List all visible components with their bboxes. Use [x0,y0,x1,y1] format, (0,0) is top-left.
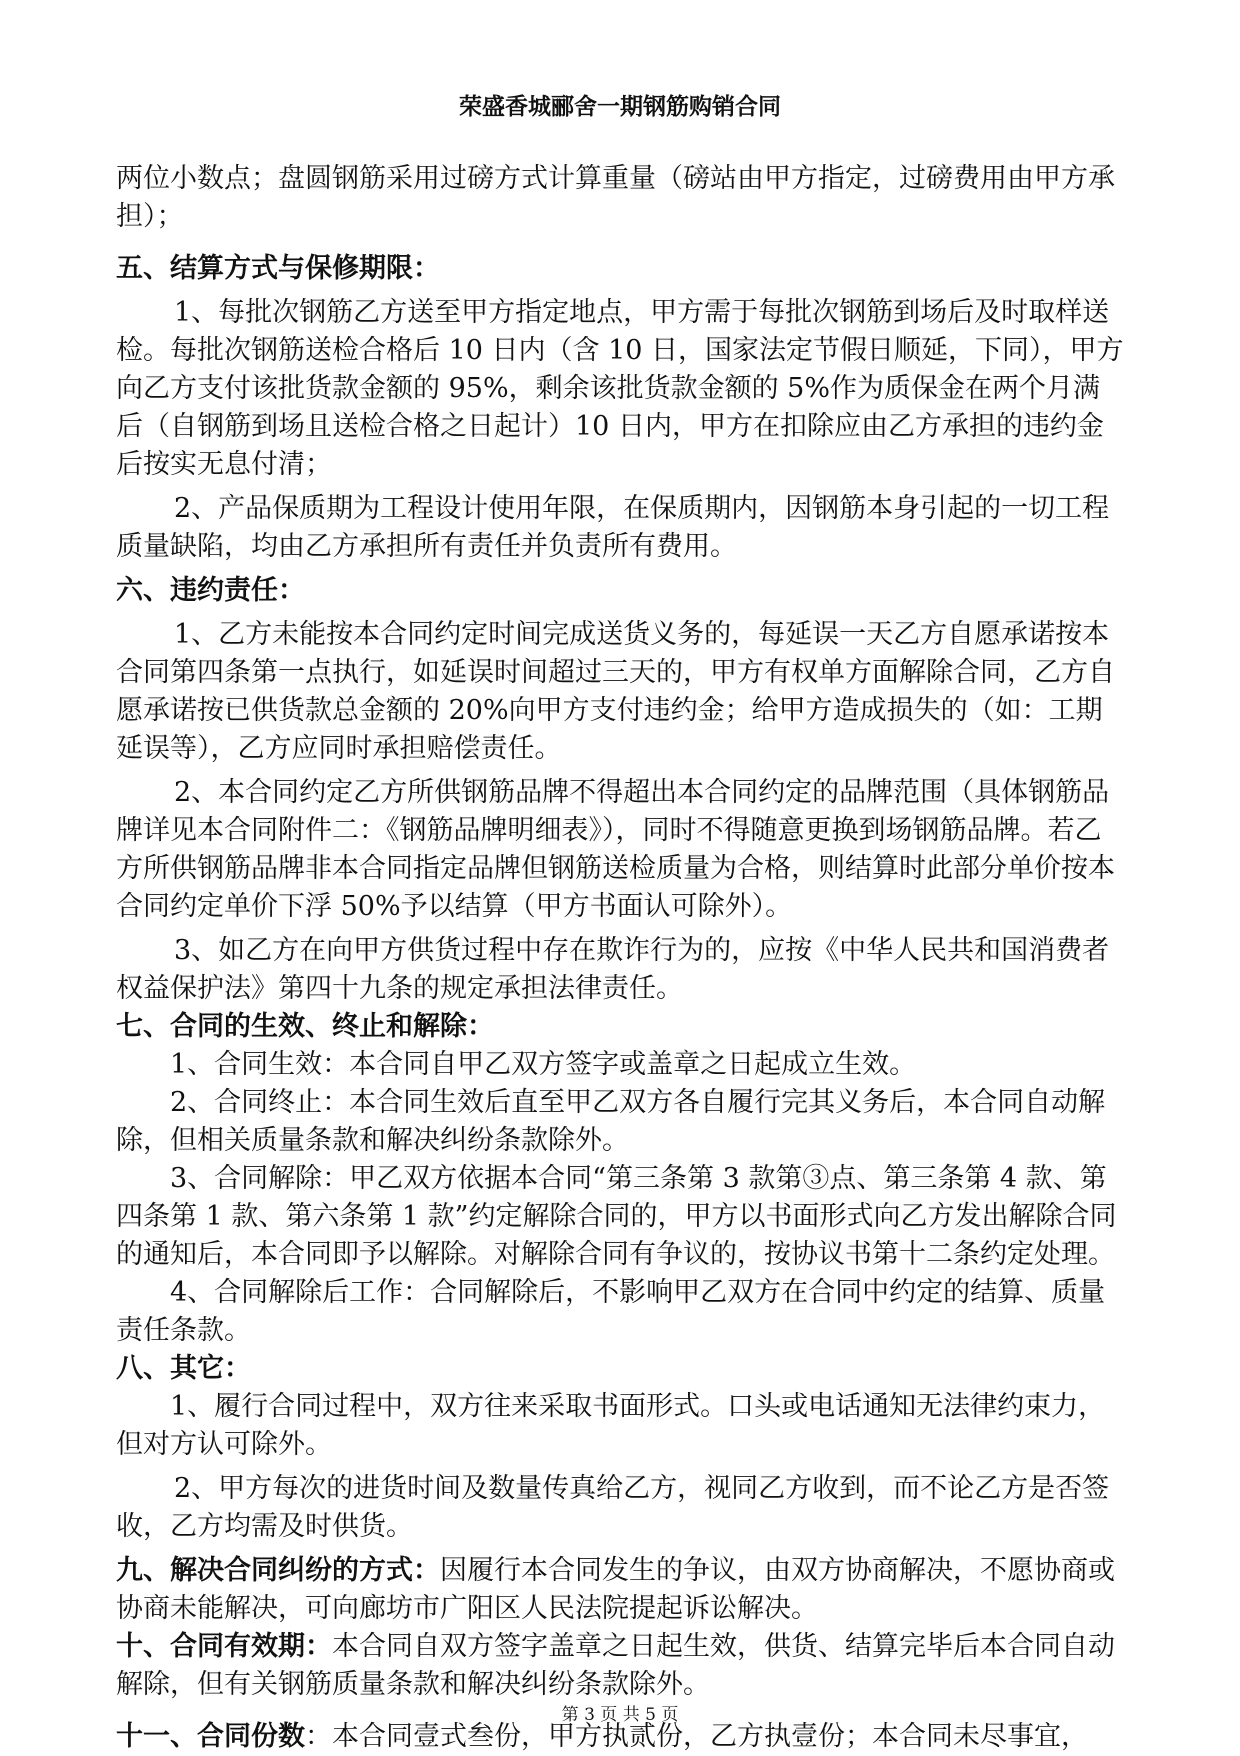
section-7-clause-2: 2、合同终止：本合同生效后直至甲乙双方各自履行完其义务后，本合同自动解除，但相关质量条款和解决纠纷条款除外。 [116,1087,1106,1156]
section-7-clause-4: 4、合同解除后工作：合同解除后，不影响甲乙双方在合同中约定的结算、质量责任条款。 [116,1277,1106,1346]
contract-body [116,160,1126,1756]
section-7-clause-3: 3、合同解除：甲乙双方依据本合同“第三条第 3 款第③点、第三条第 4 款、第四条第 1 款、第六条第 1 款”约定解除合同的，甲方以书面形式向乙方发出解除合同的通知后，本合同即予以解除。对解除合同有争议的，按协议书第十二条约定处理。 [116,1163,1117,1270]
section-10-heading: 十、合同有效期： [116,1631,332,1662]
section-8-clause-2: 2、甲方每次的进货时间及数量传真给乙方，视同乙方收到，而不论乙方是否签收，乙方均需及时供货。 [116,1473,1110,1542]
section-9-text: 因履行本合同发生的争议，由双方协商解决，不愿协商或协商未能解决，可向廊坊市广阳区人民法院提起诉讼解决。 [116,1555,1115,1624]
section-6-heading: 六、违约责任： [116,575,305,606]
page-number: 第 3 页 共 5 页 [561,1705,679,1725]
section-9-heading: 九、解决合同纠纷的方式： [116,1555,440,1586]
section-6-clause-3: 3、如乙方在向甲方供货过程中存在欺诈行为的，应按《中华人民共和国消费者权益保护法》第四十九条的规定承担法律责任。 [116,935,1110,1004]
section-8-clause-1: 1、履行合同过程中，双方往来采取书面形式。口头或电话通知无法律约束力，但对方认可除外。 [116,1391,1106,1460]
section-11-text: ：本合同壹式叁份，甲方执贰份，乙方执壹份；本合同未尽事宜， [305,1721,1088,1752]
section-6-clause-2: 2、本合同约定乙方所供钢筋品牌不得超出本合同约定的品牌范围（具体钢筋品牌详见本合同附件二：《钢筋品牌明细表》），同时不得随意更换到场钢筋品牌。若乙方所供钢筋品牌非本合同指定品牌但钢筋送检质量为合格，则结算时此部分单价按本合同约定单价下浮 50%予以结算（甲方书面认可除外）。 [116,777,1115,922]
section-9 [116,1552,1126,1628]
section-8-heading: 八、其它： [116,1353,251,1384]
section-5-clause-2: 2、产品保质期为工程设计使用年限，在保质期内，因钢筋本身引起的一切工程质量缺陷，均由乙方承担所有责任并负责所有费用。 [116,493,1110,562]
section-5-heading: 五、结算方式与保修期限： [116,253,440,284]
page-header-title: 荣盛香城郦舍一期钢筋购销合同 [459,94,781,120]
section-7-heading: 七、合同的生效、终止和解除： [116,1011,494,1042]
section-6-clause-1: 1、乙方未能按本合同约定时间完成送货义务的，每延误一天乙方自愿承诺按本合同第四条第一点执行，如延误时间超过三天的，甲方有权单方面解除合同，乙方自愿承诺按已供货款总金额的 20%向甲方支付违约金；给甲方造成损失的（如：工期延误等），乙方应同时承担赔偿责任。 [116,619,1115,764]
section-10-text: 本合同自双方签字盖章之日起生效，供货、结算完毕后本合同自动解除，但有关钢筋质量条款和解决纠纷条款除外。 [116,1631,1115,1700]
section-11-heading: 十一、合同份数 [116,1721,305,1752]
section-5-clause-1: 1、每批次钢筋乙方送至甲方指定地点，甲方需于每批次钢筋到场后及时取样送检。每批次钢筋送检合格后 10 日内（含 10 日，国家法定节假日顺延，下同），甲方向乙方支付该批货款金额的 95%，剩余该批货款金额的 5%作为质保金在两个月满后（自钢筋到场且送检合格之日起计）10 日内，甲方在扣除应由乙方承担的违约金后按实无息付清； [116,297,1124,480]
section-10 [116,1628,1126,1704]
section-7-clause-1: 1、合同生效：本合同自甲乙双方签字或盖章之日起成立生效。 [170,1049,917,1080]
paragraph-continuation: 两位小数点；盘圆钢筋采用过磅方式计算重量（磅站由甲方指定，过磅费用由甲方承担）； [116,163,1115,232]
